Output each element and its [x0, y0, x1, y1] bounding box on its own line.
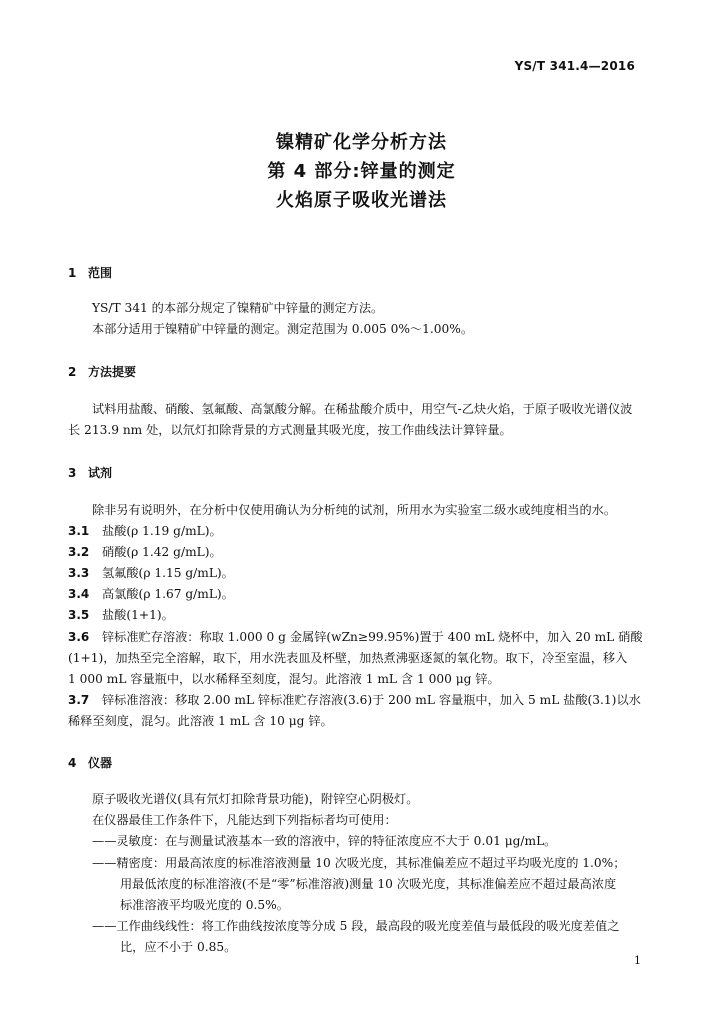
- section-3-heading: [68, 464, 112, 481]
- list-item: [68, 546, 222, 558]
- item-number: 3.6: [68, 630, 90, 644]
- item-number: 3.4: [68, 587, 90, 601]
- list-item: [68, 631, 643, 643]
- section-title: 试剂: [88, 466, 113, 480]
- paragraph: YS/T 341 的本部分规定了镍精矿中锌量的测定方法。: [92, 301, 384, 315]
- page-number: 1: [634, 954, 641, 967]
- section-title: 范围: [88, 266, 113, 280]
- section-1-heading: [68, 264, 112, 281]
- item-number: 3.1: [68, 524, 90, 538]
- item-text: 盐酸(ρ 1.19 g/mL)。: [102, 524, 222, 538]
- paragraph: 本部分适用于镍精矿中锌量的测定。测定范围为 0.005 0%～1.00%。: [92, 322, 474, 336]
- dash-item: ——精密度：用最高浓度的标准溶液测量 10 次吸光度，其标准偏差应不超过平均吸光度的 1.0%；: [92, 856, 626, 870]
- paragraph: 在仪器最佳工作条件下，凡能达到下列指标者均可使用：: [92, 813, 397, 827]
- item-number: 3.7: [68, 693, 90, 707]
- document-title-line-2: 第 4 部分:锌量的测定: [267, 161, 456, 182]
- list-item: [68, 609, 174, 621]
- item-text: 氢氟酸(ρ 1.15 g/mL)。: [102, 566, 234, 580]
- document-title-line-1: 镍精矿化学分析方法: [276, 132, 447, 153]
- dash-item-continued: 用最低浓度的标准溶液(不是“零”标准溶液)测量 10 次吸光度，其标准偏差应不超过最高浓度: [120, 877, 617, 891]
- paragraph: 长 213.9 nm 处，以氘灯扣除背景的方式测量其吸光度，按工作曲线法计算锌量。: [68, 423, 512, 437]
- dash-item: ——工作曲线线性：将工作曲线按浓度等分成 5 段，最高段的吸光度差值与最低段的吸光度差值之: [92, 919, 620, 933]
- item-text: 盐酸(1+1)。: [102, 608, 174, 622]
- item-text: 锌标准溶液：移取 2.00 mL 锌标准贮存溶液(3.6)于 200 mL 容量瓶中，加入 5 mL 盐酸(3.1)以水: [102, 693, 641, 707]
- list-item: [68, 588, 234, 600]
- item-number: 3.5: [68, 608, 90, 622]
- standard-number: YS/T 341.4—2016: [514, 59, 635, 73]
- section-number: 3: [68, 466, 77, 480]
- dash-item-continued: 标准溶液平均吸光度的 0.5%。: [120, 898, 289, 912]
- item-text: 高氯酸(ρ 1.67 g/mL)。: [102, 587, 234, 601]
- dash-item: ——灵敏度：在与测量试液基本一致的溶液中，锌的特征浓度应不大于 0.01 μg/mL。: [92, 834, 557, 848]
- section-number: 4: [68, 756, 77, 770]
- section-title: 方法提要: [88, 365, 137, 379]
- list-item: [68, 694, 641, 706]
- item-text-continued: (1+1)，加热至完全溶解，取下，用水洗表皿及杯壁，加热煮沸驱逐氮的氧化物。取下，冷至室温，移入: [68, 651, 628, 665]
- item-text: 硝酸(ρ 1.42 g/mL)。: [102, 545, 222, 559]
- item-number: 3.2: [68, 545, 90, 559]
- item-text-continued: 稀释至刻度，混匀。此溶液 1 mL 含 10 μg 锌。: [68, 714, 333, 728]
- paragraph: 原子吸收光谱仪(具有氘灯扣除背景功能)，附锌空心阴极灯。: [92, 792, 419, 806]
- list-item: [68, 567, 234, 579]
- paragraph: 除非另有说明外，在分析中仅使用确认为分析纯的试剂，所用水为实验室二级水或纯度相当的水。: [92, 503, 617, 517]
- section-4-heading: [68, 754, 112, 771]
- section-number: 2: [68, 365, 77, 379]
- section-number: 1: [68, 266, 77, 280]
- dash-item-continued: 比，应不小于 0.85。: [120, 940, 237, 954]
- item-text-continued: 1 000 mL 容量瓶中，以水稀释至刻度，混匀。此溶液 1 mL 含 1 000 μg 锌。: [68, 672, 500, 686]
- section-title: 仪器: [88, 756, 113, 770]
- section-2-heading: [68, 363, 136, 380]
- list-item: [68, 525, 222, 537]
- item-text: 锌标准贮存溶液：称取 1.000 0 g 金属锌(wZn≥99.95%)置于 400 mL 烧杯中，加入 20 mL 硝酸: [102, 630, 643, 644]
- document-title-line-3: 火焰原子吸收光谱法: [276, 190, 447, 211]
- paragraph: 试料用盐酸、硝酸、氢氟酸、高氯酸分解。在稀盐酸介质中，用空气-乙炔火焰，于原子吸收光谱仪波: [92, 402, 633, 416]
- item-number: 3.3: [68, 566, 90, 580]
